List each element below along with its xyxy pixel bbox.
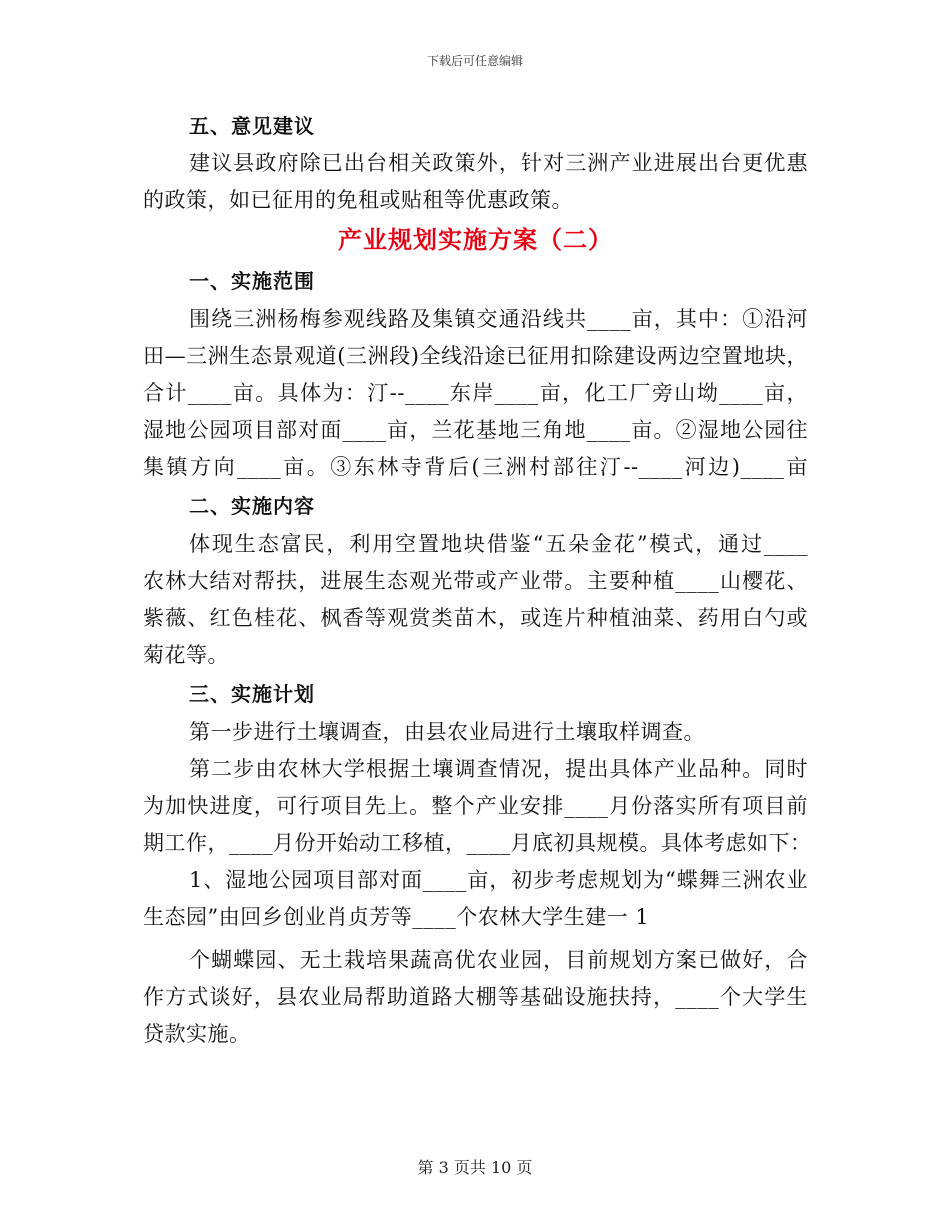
paragraph-line: 第一步进行土壤调查，由县农业局进行土壤取样调查。 [189,720,705,744]
paragraph-line: 为加快进度，可行项目先上。整个产业安排____月份落实所有项目前 [143,794,808,818]
paragraph-line: 第二步由农林大学根据土壤调查情况，提出具体产业品种。同时 [189,757,808,781]
paragraph-line: 个蝴蝶园、无土栽培果蔬高优农业园，目前规划方案已做好，合 [189,948,808,972]
paragraph-line: 期工作，____月份开始动工移植，____月底初具规模。具体考虑如下： [143,831,812,855]
header-note: 下载后可任意编辑 [426,54,523,68]
paragraph-line: 紫薇、红色桂花、枫香等观赏类苗木，或连片种植油菜、药用白勺或 [143,606,808,630]
paragraph-line: 体现生态富民，利用空置地块借鉴“五朵金花”模式，通过____ [189,532,808,556]
paragraph-line: 田—三洲生态景观道(三洲段)全线沿途已征用扣除建设两边空置地块， [143,344,808,368]
paragraph-line: 集镇方向____亩。③东林寺背后(三洲村部往汀--____河边)____亩 [143,455,808,479]
document-body [143,108,812,1053]
paragraph-line: 合计____亩。具体为：汀--____东岸____亩，化工厂旁山坳____亩， [143,381,808,405]
page-number-footer: 第 3 页共 10 页 [417,1158,533,1177]
section-heading-suggestions: 五、意见建议 [189,114,315,138]
paragraph-line: 生态园”由回乡创业肖贞芳等____个农林大学生建一 1 [143,905,650,929]
paragraph-line: 作方式谈好，县农业局帮助道路大棚等基础设施扶持，____个大学生 [143,985,808,1009]
paragraph-line: 围绕三洲杨梅参观线路及集镇交通沿线共____亩，其中：①沿河 [189,307,808,331]
section-heading-scope: 一、实施范围 [189,269,315,293]
paragraph-line: 贷款实施。 [143,1022,251,1046]
paragraph-line: 建议县政府除已出台相关政策外，针对三洲产业进展出台更优惠 [189,151,808,175]
paragraph-line: 1、湿地公园项目部对面____亩，初步考虑规划为“蝶舞三洲农业 [189,868,808,892]
paragraph-line: 菊花等。 [143,643,229,667]
paragraph-line: 的政策，如已征用的免租或贴租等优惠政策。 [143,188,573,212]
document-title: 产业规划实施方案（二） [338,226,613,254]
section-heading-plan: 三、实施计划 [189,682,315,706]
paragraph-line: 农林大结对帮扶，进展生态观光带或产业带。主要种植____山樱花、 [143,569,808,593]
paragraph-line: 湿地公园项目部对面____亩，兰花基地三角地____亩。②湿地公园往 [143,418,808,442]
section-heading-content: 二、实施内容 [189,494,315,518]
